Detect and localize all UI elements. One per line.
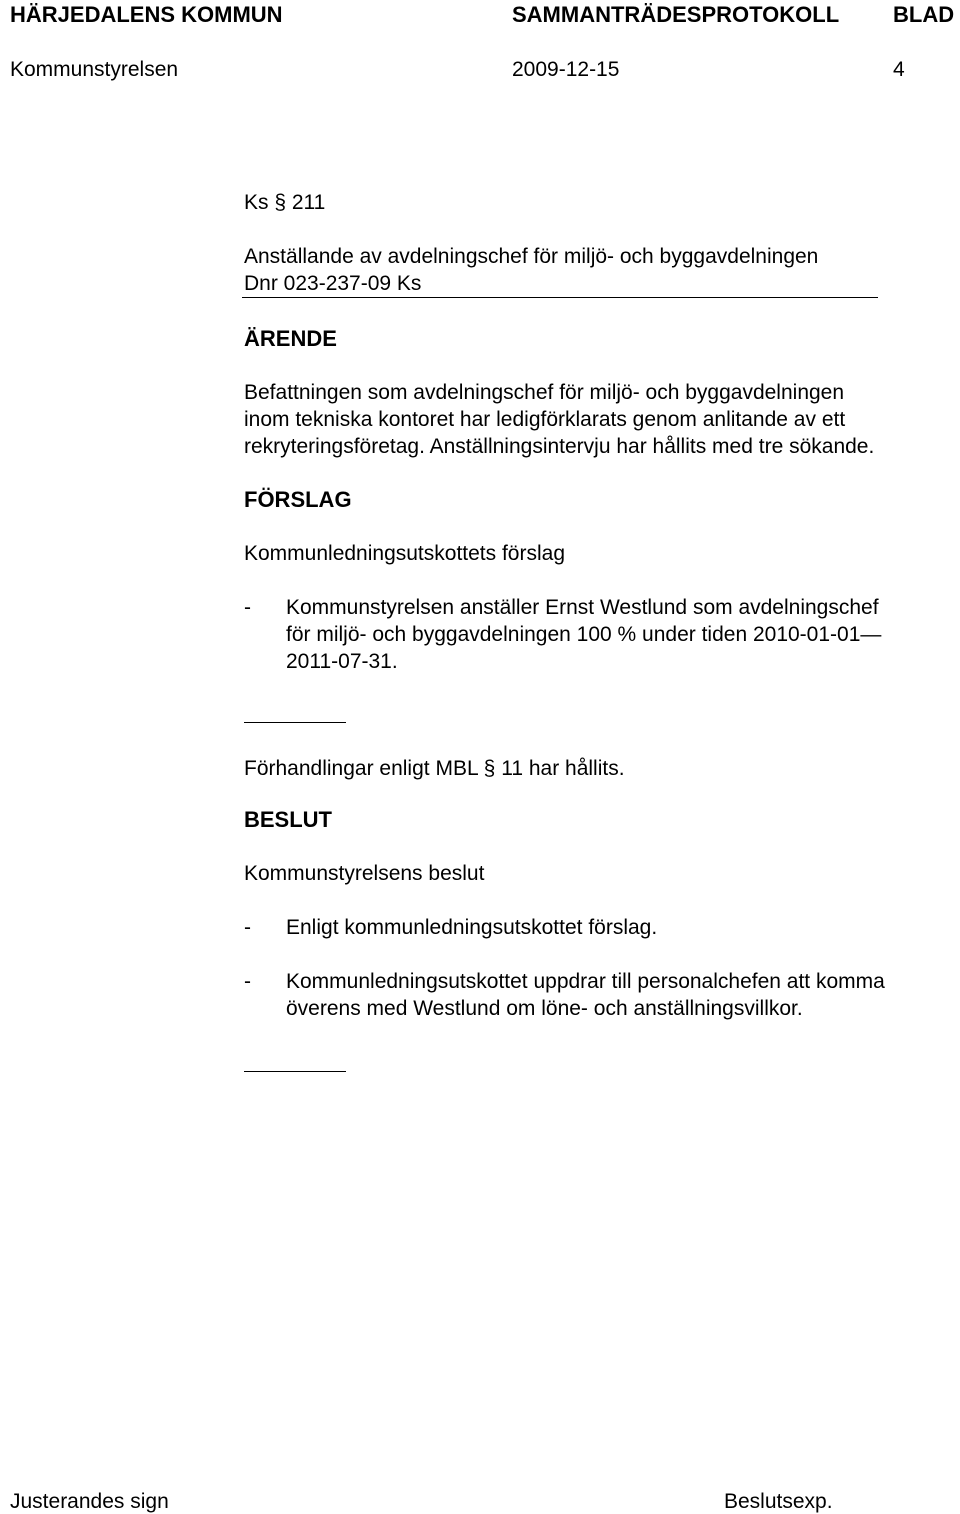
page-label: BLAD (893, 2, 955, 27)
page-number: 4 (893, 58, 905, 81)
forslag-item-line-3: 2011-07-31. (286, 650, 398, 673)
forslag-heading: FÖRSLAG (244, 487, 352, 512)
title-underline (242, 297, 878, 298)
arende-line-2: inom tekniska kontoret har ledigförklarats genom anlitande av ett (244, 408, 846, 431)
municipality-name: HÄRJEDALENS KOMMUN (10, 2, 283, 27)
end-separator (244, 1071, 346, 1072)
case-title: Anställande av avdelningschef för miljö- och byggavdelningen (244, 245, 819, 268)
meeting-date: 2009-12-15 (512, 58, 620, 81)
beslutsexp-label: Beslutsexp. (724, 1490, 833, 1513)
protocol-title: SAMMANTRÄDESPROTOKOLL (512, 2, 840, 27)
beslut-bullet-2: - (244, 970, 251, 993)
beslut-bullet-1: - (244, 916, 251, 939)
beslut-item-2-line-1: Kommunledningsutskottet uppdrar till personalchefen att komma (286, 970, 885, 993)
forslag-bullet: - (244, 596, 251, 619)
arende-heading: ÄRENDE (244, 326, 337, 351)
beslut-intro: Kommunstyrelsens beslut (244, 862, 485, 885)
forslag-item-line-1: Kommunstyrelsen anställer Ernst Westlund som avdelningschef (286, 596, 879, 619)
forslag-intro: Kommunledningsutskottets förslag (244, 542, 565, 565)
beslut-item-1: Enligt kommunledningsutskottet förslag. (286, 916, 658, 939)
paragraph-number: Ks § 211 (244, 191, 326, 214)
arende-line-1: Befattningen som avdelningschef för miljö- och byggavdelningen (244, 381, 845, 404)
case-dnr: Dnr 023-237-09 Ks (244, 272, 422, 295)
mbl-note: Förhandlingar enligt MBL § 11 har hållits. (244, 757, 625, 780)
section-separator (244, 722, 346, 723)
arende-line-3: rekryteringsföretag. Anställningsintervju har hållits med tre sökande. (244, 435, 875, 458)
beslut-heading: BESLUT (244, 807, 332, 832)
justerandes-sign-label: Justerandes sign (10, 1490, 169, 1513)
forslag-item-line-2: för miljö- och byggavdelningen 100 % under tiden 2010-01-01— (286, 623, 882, 646)
beslut-item-2-line-2: överens med Westlund om löne- och anställningsvillkor. (286, 997, 803, 1020)
committee-name: Kommunstyrelsen (10, 58, 179, 81)
